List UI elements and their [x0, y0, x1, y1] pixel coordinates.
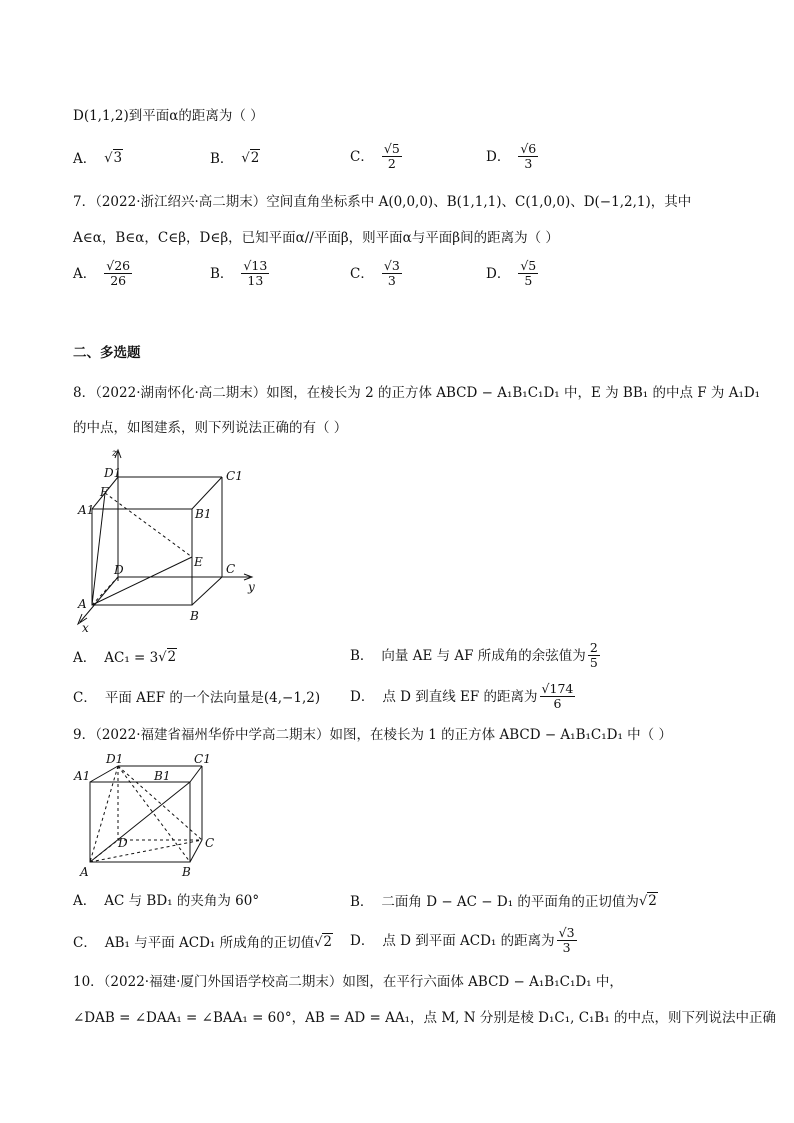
label-c1: C1: [194, 752, 211, 766]
label-a1: A1: [74, 769, 91, 783]
denominator: 2: [387, 156, 396, 171]
option-key: C．: [73, 934, 97, 951]
radicand: 2: [250, 150, 260, 166]
option-text: 向量 AE 与 AF 所成角的余弦值为: [381, 647, 586, 664]
sqrt-expression: √2: [241, 150, 260, 166]
option-key: B．: [350, 647, 374, 664]
numerator: 5: [391, 141, 400, 156]
numerator: 13: [251, 258, 268, 273]
numerator: 6: [528, 141, 537, 156]
q8-stem-line1: 8．（2022·湖南怀化·高二期末）如图，在棱长为 2 的正方体 ABCD − A₁B₁C₁D₁ 中，E 为 BB₁ 的中点 F 为 A₁D₁: [73, 385, 761, 401]
label-c: C: [205, 836, 215, 850]
fraction: [588, 641, 600, 670]
option-key: A．: [73, 150, 97, 167]
segment-ae: [92, 557, 192, 605]
fraction: $\frac{√174}{6}$: [541, 681, 574, 711]
q6-option-c[interactable]: [350, 142, 402, 171]
label-e: E: [194, 555, 203, 569]
option-key: B．: [210, 150, 234, 167]
option-key: A．: [73, 893, 97, 909]
fraction: $\frac{√26}{26}$: [106, 258, 131, 288]
radicand: 2: [323, 934, 333, 950]
q9-cube-figure: [70, 752, 220, 878]
q7-option-d[interactable]: [486, 259, 538, 288]
label-d1: D1: [104, 466, 122, 480]
option-key: A．: [73, 649, 97, 666]
label-d: D: [114, 563, 124, 577]
sqrt-expression: √2: [638, 893, 657, 909]
label-d1: D1: [106, 752, 124, 766]
option-key: B．: [350, 893, 374, 910]
fraction: $\frac{√13}{13}$: [243, 258, 268, 288]
fraction: $\frac{√3}{3}$: [558, 925, 575, 955]
option-text: AC 与 BD₁ 的夹角为 60°: [104, 893, 260, 909]
radicand: 3: [113, 150, 123, 166]
label-b: B: [182, 865, 191, 878]
radicand: 2: [167, 649, 177, 665]
q8-option-d[interactable]: [350, 682, 575, 711]
label-c1: C1: [226, 469, 243, 483]
fraction: $\frac{√6}{3}$: [520, 141, 537, 171]
label-f: F: [100, 485, 109, 499]
q8-option-a[interactable]: [73, 648, 177, 667]
label-z: z: [112, 448, 118, 459]
q9-stem-line1: 9．（2022·福建省福州华侨中学高二期末）如图，在棱长为 1 的正方体 ABCD − A₁B₁C₁D₁ 中（ ）: [73, 727, 672, 743]
fraction: $\frac{√5}{2}$: [383, 141, 400, 171]
q8-option-b[interactable]: [350, 641, 600, 670]
q9-option-d[interactable]: [350, 926, 577, 955]
option-text: 点 D 到直线 EF 的距离为: [382, 688, 538, 705]
denominator: 3: [524, 156, 533, 171]
option-text: AB₁ 与平面 ACD₁ 所成角的正切值: [104, 934, 315, 951]
sqrt-expression: √3: [104, 150, 123, 166]
q9-option-a[interactable]: [73, 892, 259, 910]
option-key: D．: [350, 932, 375, 949]
option-key: D．: [486, 148, 511, 165]
numerator: 174: [549, 681, 574, 696]
fraction: $\frac{√3}{3}$: [383, 258, 400, 288]
q7-option-b[interactable]: [210, 259, 269, 288]
label-b: B: [190, 609, 199, 623]
denominator: 6: [553, 696, 562, 711]
q6-stem-tail: D(1,1,2)到平面α的距离为（ ）: [73, 108, 264, 124]
q8-option-c[interactable]: [73, 689, 320, 707]
option-text: 平面 AEF 的一个法向量是(4,−1,2): [104, 690, 321, 706]
radicand: 2: [648, 893, 657, 909]
sqrt-expression: √2: [314, 934, 333, 950]
numerator: 3: [391, 258, 400, 273]
q10-stem-line2: ∠DAB = ∠DAA₁ = ∠BAA₁ = 60°，AB = AD = AA₁，点 M, N 分别是棱 D₁C₁, C₁B₁ 的中点，则下列说法中正确: [73, 1010, 777, 1026]
q8-stem-line2: 的中点，如图建系，则下列说法正确的有（ ）: [73, 420, 348, 436]
denominator: 3: [562, 940, 571, 955]
label-a1: A1: [78, 503, 95, 517]
denominator: 13: [247, 273, 264, 288]
q9-option-b[interactable]: [350, 892, 658, 911]
q6-option-b[interactable]: [210, 149, 260, 168]
q10-stem-line1: 10．（2022·福建·厦门外国语学校高二期末）如图，在平行六面体 ABCD − A₁B₁C₁D₁ 中，: [73, 974, 623, 990]
section-heading: 二、多选题: [73, 345, 141, 361]
label-x: x: [82, 621, 89, 634]
denominator: 3: [387, 273, 396, 288]
option-key: C．: [73, 690, 97, 706]
q6-option-a[interactable]: [73, 149, 123, 168]
denominator: 5: [524, 273, 533, 288]
label-b1: B1: [195, 507, 212, 521]
option-key: C．: [350, 148, 374, 165]
q7-stem-line2: A∈α，B∈α，C∈β，D∈β，已知平面α//平面β，则平面α与平面β间的距离为（ ）: [73, 230, 559, 246]
q8-cube-figure: [70, 446, 270, 634]
option-key: B．: [210, 265, 234, 282]
denominator: 5: [589, 655, 598, 670]
label-d: D: [118, 836, 128, 850]
label-y: y: [248, 580, 255, 594]
segment-bd1: [90, 782, 190, 862]
option-text: 点 D 到平面 ACD₁ 的距离为: [382, 932, 555, 949]
q7-option-a[interactable]: [73, 259, 132, 288]
segment-ad1: [90, 766, 118, 862]
sqrt-expression: √2: [158, 649, 177, 665]
numerator: 26: [114, 258, 131, 273]
q9-option-c[interactable]: [73, 933, 333, 952]
label-a: A: [78, 597, 87, 611]
option-key: D．: [350, 688, 375, 705]
numerator: 2: [589, 640, 598, 655]
fraction: $\frac{√5}{5}$: [520, 258, 537, 288]
option-key: D．: [486, 265, 511, 282]
label-a: A: [80, 865, 89, 878]
option-text: 二面角 D − AC − D₁ 的平面角的正切值为: [381, 893, 639, 910]
option-text: AC₁ = 3: [104, 649, 159, 666]
q6-option-d[interactable]: [486, 142, 538, 171]
option-key: A．: [73, 265, 97, 282]
numerator: 5: [528, 258, 537, 273]
segment-ac: [90, 840, 202, 862]
label-c: C: [226, 562, 236, 576]
denominator: 26: [110, 273, 127, 288]
q7-option-c[interactable]: [350, 259, 402, 288]
q7-stem-line1: 7．（2022·浙江绍兴·高二期末）空间直角坐标系中 A(0,0,0)、B(1,1,1)、C(1,0,0)、D(−1,2,1)，其中: [73, 194, 692, 210]
option-key: C．: [350, 265, 374, 282]
label-b1: B1: [154, 769, 171, 783]
numerator: 3: [566, 925, 575, 940]
